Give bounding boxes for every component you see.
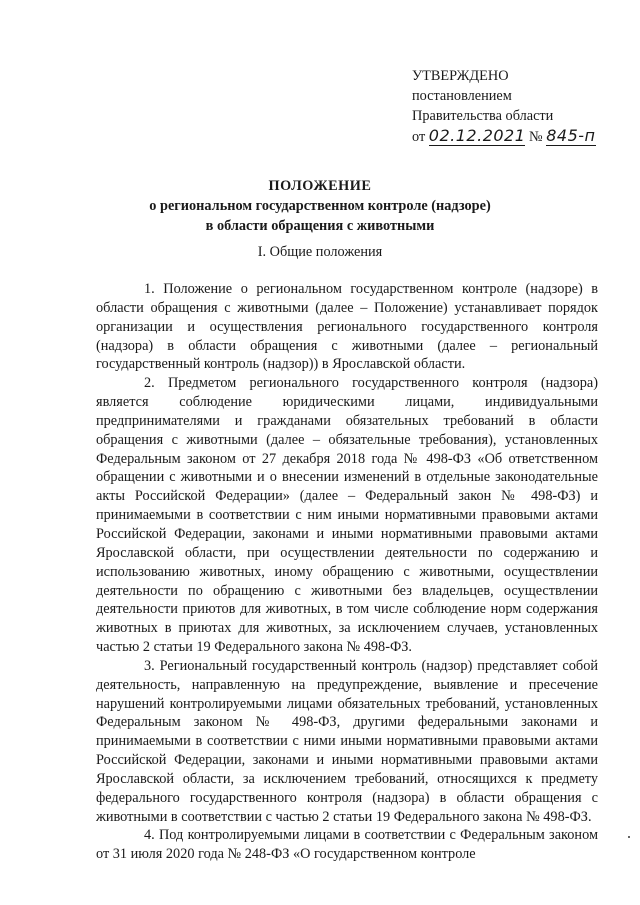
paragraph-3: 3. Региональный государственный контроль (надзор) представляет собой деятельность, направленную на предупреждение, выявление и пресечение нарушений контролируемыми лицами обязательных требований, установленных Федеральным законом № 498-ФЗ, другими федеральными законами и принимаемыми в соответствии с ними иными нормативными правовыми актами Российской Федерации, законами и иными нормативными правовыми актами Ярославской области, за исключением требований, относящихся к предмету федерального государственного контроля (надзора) в области обращения с животными в соответствии с частью 2 статьи 19 Федерального закона № 498-ФЗ.	[96, 657, 598, 825]
approval-authority: Правительства области	[412, 108, 554, 124]
number-prefix: №	[528, 129, 543, 145]
document-title	[0, 176, 640, 236]
scan-speck	[628, 836, 630, 838]
date-prefix: от	[412, 129, 426, 145]
paragraph-2: 2. Предметом регионального государственного контроля (надзора) является соблюдение юридическими лицами, индивидуальными предпринимателями и гражданами обязательных требований в области обращения с животными (далее – обязательные требования), установленных Федеральным законом от 27 декабря 2018 года № 498-ФЗ «Об ответственном обращении с животными и о внесении изменений в отдельные законодательные акты Российской Федерации» (далее – Федеральный закон № 498-ФЗ) и принимаемыми в соответствии с ним иными нормативными правовыми актами Российской Федерации, законами и иными нормативными правовыми актами Ярославской области, при осуществлении деятельности по содержанию и использованию животных, иному обращению с животными, осуществлении деятельности по обращению с животными без владельцев, осуществлении деятельности приютов для животных, в том числе соблюдение норм содержания животных в приютах для животных, за исключением случаев, установленных частью 2 статьи 19 Федерального закона № 498-ФЗ.	[96, 375, 598, 656]
section-heading: I. Общие положения	[257, 244, 383, 260]
handwritten-number: 845-п	[546, 126, 596, 145]
document-body	[96, 280, 598, 864]
approval-stamp	[412, 66, 632, 147]
approval-by-resolution: постановлением	[412, 88, 512, 104]
approval-heading: УТВЕРЖДЕНО	[412, 68, 509, 84]
title-line-1: ПОЛОЖЕНИЕ	[268, 178, 372, 194]
handwritten-date: 02.12.2021	[428, 126, 526, 145]
title-line-2: о региональном государственном контроле (надзоре)	[149, 198, 491, 214]
paragraph-4: 4. Под контролируемыми лицами в соответствии с Федеральным законом от 31 июля 2020 года № 248-ФЗ «О государственном контроле	[96, 827, 598, 863]
approval-date-line	[412, 126, 632, 147]
title-line-3: в области обращения с животными	[205, 218, 435, 234]
paragraph-1: 1. Положение о региональном государственном контроле (надзоре) в области обращения с животными (далее – Положение) устанавливает порядок организации и осуществления регионального государственного контроля (надзора) в области обращения с животными (далее – региональный государственный контроль (надзор)) в Ярославской области.	[96, 281, 598, 373]
